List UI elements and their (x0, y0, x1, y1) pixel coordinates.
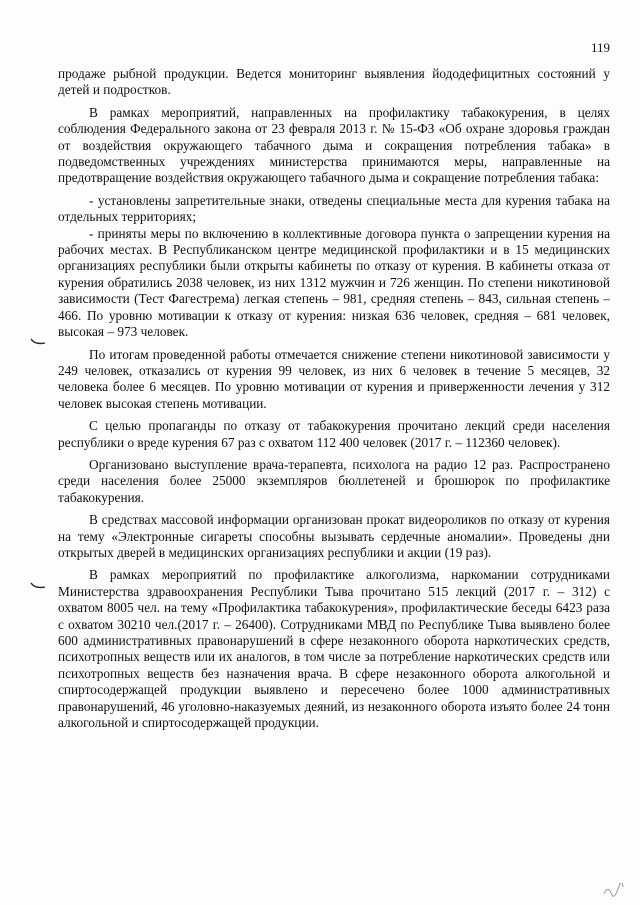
paragraph: В рамках мероприятий по профилактике алкоголизма, наркомании сотрудниками Министерства здравоохранения Республики Тыва прочитано 515 лекций (2017 г. – 312) с охватом 8005 чел. на тему «Профилактика табакокурения», профилактические беседы 6423 раза с охватом 30210 чел.(2017 г. – 26400). Сотрудниками МВД по Республике Тыва выявлено более 600 административных правонарушений в сфере незаконного оборота наркотических средств, психотропных веществ или их аналогов, в том числе за потребление наркотических средств или психотропных веществ без назначения врача. В сфере незаконного оборота алкогольной и спиртосодержащей продукции выявлено и пересечено более 1000 административных правонарушений, 46 уголовно-наказуемых деяний, из незаконного оборота изъято более 24 тонн алкогольной и спиртосодержащей продукции. (58, 567, 610, 731)
paragraph: С целью пропаганды по отказу от табакокурения прочитано лекций среди населения республики о вреде курения 67 раз с охватом 112 400 человек (2017 г. – 112360 человек). (58, 418, 610, 450)
paragraph: - приняты меры по включению в коллективные договора пункта о запрещении курения на рабочих местах. В Республиканском центре медицинской профилактики и в 15 медицинских организациях республики были открыты кабинеты по отказу от курения. В кабинеты отказа от курения обратились 2038 человек, из них 1312 мужчин и 726 женщин. По степени никотиновой зависимости (Тест Фагестрема) легкая степень – 981, средняя степень – 843, сильная степень – 466. По уровню мотивации к отказу от курения: низкая 636 человек, средняя – 681 человек, высокая – 973 человек. (58, 225, 610, 340)
pen-scribble (602, 883, 624, 897)
page-number: 119 (590, 40, 610, 55)
paragraph: В рамках мероприятий, направленных на профилактику табакокурения, в целях соблюдения Федерального закона от 23 февраля 2013 г. № 15-ФЗ «Об охране здоровья граждан от воздействия окружающего табачного дыма и сокращения потребления табака» в подведомственных учреждениях министерства принимаются меры, направленные на предотвращение воздействия окружающего табачного дыма и сокращение потребления табака: (58, 104, 610, 186)
paragraph: - установлены запретительные знаки, отведены специальные места для курения табака на отдельных территориях; (58, 192, 610, 225)
pen-check-mark (30, 337, 46, 347)
paragraph: По итогам проведенной работы отмечается снижение степени никотиновой зависимости у 249 человек, отказались от курения 99 человек, из них 6 человек в течение 5 месяцев, 32 человека более 6 месяцев. По уровню мотивации от курения и приверженности лечения у 312 человек высокая степень мотивации. (58, 346, 610, 411)
body-text (58, 66, 610, 737)
pen-check-mark (30, 581, 46, 591)
paragraph: Организовано выступление врача-терапевта, психолога на радио 12 раз. Распространено среди населения более 25000 экземпляров бюллетеней и брошюрок по профилактике табакокурения. (58, 456, 610, 505)
paragraph: продаже рыбной продукции. Ведется мониторинг выявления йододефицитных состояний у детей и подростков. (58, 66, 610, 98)
paragraph: В средствах массовой информации организован прокат видеороликов по отказу от курения на тему «Электронные сигареты способны вызывать сердечные аномалии». Проведены дни открытых дверей в медицинских организациях республики и акции (19 раз). (58, 512, 610, 560)
